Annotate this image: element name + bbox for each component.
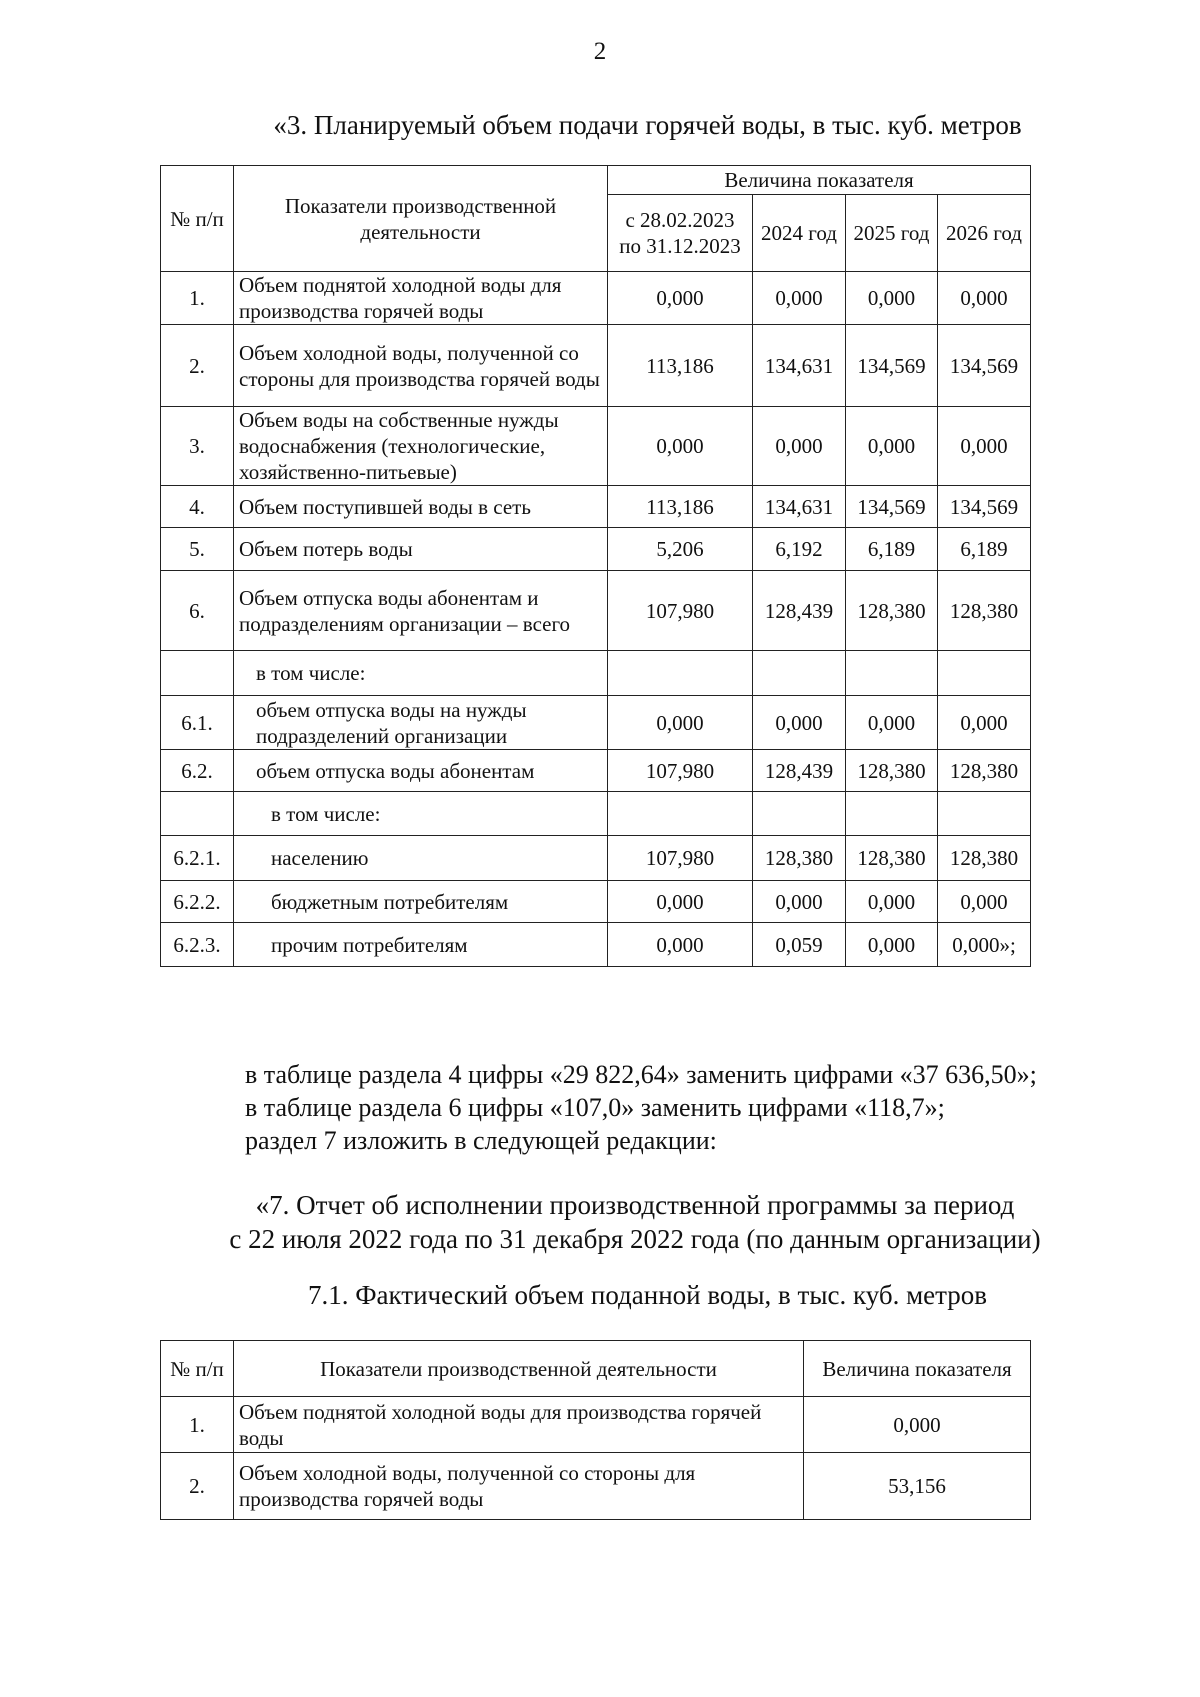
table-row	[161, 528, 1031, 571]
row-value: 5,206	[608, 528, 753, 571]
table-row	[161, 881, 1031, 923]
row-name: Объем воды на собственные нужды водоснабжения (технологические, хозяйственно-питьевые)	[234, 407, 608, 486]
row-value	[608, 792, 753, 836]
row-num: 6.2.2.	[161, 881, 234, 923]
col-header-num: № п/п	[161, 166, 234, 272]
row-name: объем отпуска воды абонентам	[234, 750, 608, 792]
row-value: 0,000	[608, 923, 753, 967]
row-value: 0,000	[846, 272, 938, 325]
row-value	[938, 792, 1031, 836]
row-value: 107,980	[608, 750, 753, 792]
table-row	[161, 696, 1031, 750]
row-value: 0,000	[804, 1397, 1031, 1453]
page-number: 2	[593, 38, 607, 65]
row-value: 128,380	[938, 750, 1031, 792]
col-header-period: с 28.02.2023 по 31.12.2023	[608, 195, 753, 272]
row-num: 6.2.	[161, 750, 234, 792]
row-value: 113,186	[608, 325, 753, 407]
col-header-period: 2025 год	[846, 195, 938, 272]
row-value: 128,380	[753, 836, 846, 881]
row-name: Объем отпуска воды абонентам и подразделениям организации – всего	[234, 571, 608, 651]
row-num: 4.	[161, 486, 234, 528]
row-value: 107,980	[608, 571, 753, 651]
col-header-period: 2026 год	[938, 195, 1031, 272]
amendment-paragraph: в таблице раздела 4 цифры «29 822,64» заменить цифрами «37 636,50»;	[245, 1060, 1037, 1089]
row-value: 128,439	[753, 750, 846, 792]
row-value: 128,380	[846, 836, 938, 881]
section-7-1-title: 7.1. Фактический объем поданной воды, в тыс. куб. метров	[307, 1280, 988, 1310]
row-value: 134,631	[753, 325, 846, 407]
row-value: 6,189	[846, 528, 938, 571]
row-value: 134,569	[938, 486, 1031, 528]
row-num: 1.	[161, 272, 234, 325]
row-value	[753, 792, 846, 836]
row-num	[161, 792, 234, 836]
row-value	[608, 651, 753, 696]
row-num: 6.1.	[161, 696, 234, 750]
row-value	[753, 651, 846, 696]
row-value: 0,000	[938, 881, 1031, 923]
row-name: Объем холодной воды, полученной со стороны для производства горячей воды	[234, 325, 608, 407]
table-row	[161, 1397, 1031, 1453]
section-3-title: «3. Планируемый объем подачи горячей воды, в тыс. куб. метров	[273, 110, 1022, 140]
row-value: 0,000	[846, 923, 938, 967]
row-value: 0,000	[753, 272, 846, 325]
row-value: 128,380	[846, 750, 938, 792]
section-7-title-line: с 22 июля 2022 года по 31 декабря 2022 года (по данным организации)	[229, 1224, 1041, 1254]
row-name: в том числе:	[234, 792, 608, 836]
row-value: 113,186	[608, 486, 753, 528]
row-num	[161, 651, 234, 696]
row-value: 0,000	[846, 881, 938, 923]
row-num: 5.	[161, 528, 234, 571]
section-7-title-line: «7. Отчет об исполнении производственной программы за период	[255, 1190, 1015, 1220]
row-name: Объем поднятой холодной воды для производства горячей воды	[234, 272, 608, 325]
row-num: 6.2.1.	[161, 836, 234, 881]
row-value: 0,000	[608, 696, 753, 750]
row-num: 6.2.3.	[161, 923, 234, 967]
row-name: Объем потерь воды	[234, 528, 608, 571]
row-value: 134,631	[753, 486, 846, 528]
row-value: 0,000	[608, 407, 753, 486]
row-value: 128,380	[846, 571, 938, 651]
row-name: Объем поднятой холодной воды для производства горячей воды	[234, 1397, 804, 1453]
row-value: 134,569	[846, 486, 938, 528]
row-value: 134,569	[846, 325, 938, 407]
row-num: 1.	[161, 1397, 234, 1453]
section-7-title	[0, 1188, 1200, 1256]
row-name: прочим потребителям	[234, 923, 608, 967]
col-header-period: 2024 год	[753, 195, 846, 272]
row-value: 0,000»;	[938, 923, 1031, 967]
row-name: Объем холодной воды, полученной со стороны для производства горячей воды	[234, 1453, 804, 1520]
table-row	[161, 923, 1031, 967]
amendment-paragraph: раздел 7 изложить в следующей редакции:	[245, 1126, 717, 1155]
row-name: бюджетным потребителям	[234, 881, 608, 923]
row-num: 3.	[161, 407, 234, 486]
amendment-paragraph: в таблице раздела 6 цифры «107,0» заменить цифрами «118,7»;	[245, 1093, 945, 1122]
row-value: 53,156	[804, 1453, 1031, 1520]
table-row	[161, 836, 1031, 881]
row-value	[846, 651, 938, 696]
row-value: 134,569	[938, 325, 1031, 407]
row-value: 128,380	[938, 571, 1031, 651]
table-row	[161, 486, 1031, 528]
row-value: 0,000	[938, 696, 1031, 750]
row-value: 0,000	[753, 407, 846, 486]
row-num: 2.	[161, 1453, 234, 1520]
row-value: 0,059	[753, 923, 846, 967]
col-header-value-group: Величина показателя	[608, 166, 1031, 195]
row-value: 0,000	[753, 881, 846, 923]
table-row	[161, 750, 1031, 792]
col-header-value: Величина показателя	[804, 1341, 1031, 1397]
planned-hot-water-table	[160, 165, 1031, 967]
row-value: 0,000	[846, 407, 938, 486]
row-value: 128,380	[938, 836, 1031, 881]
row-value: 0,000	[753, 696, 846, 750]
col-header-indicators: Показатели производственной деятельности	[234, 1341, 804, 1397]
row-value	[938, 651, 1031, 696]
row-name: в том числе:	[234, 651, 608, 696]
row-num: 6.	[161, 571, 234, 651]
row-name: Объем поступившей воды в сеть	[234, 486, 608, 528]
table-row	[161, 272, 1031, 325]
table-row	[161, 571, 1031, 651]
table-row	[161, 651, 1031, 696]
row-value: 0,000	[608, 881, 753, 923]
row-value: 6,192	[753, 528, 846, 571]
row-value: 6,189	[938, 528, 1031, 571]
row-value: 107,980	[608, 836, 753, 881]
row-value: 0,000	[846, 696, 938, 750]
row-value: 0,000	[938, 272, 1031, 325]
row-value: 0,000	[938, 407, 1031, 486]
table-row	[161, 325, 1031, 407]
actual-water-table	[160, 1340, 1031, 1520]
table-row	[161, 792, 1031, 836]
row-value: 128,439	[753, 571, 846, 651]
row-name: объем отпуска воды на нужды подразделений организации	[234, 696, 608, 750]
col-header-num: № п/п	[161, 1341, 234, 1397]
table-row	[161, 1453, 1031, 1520]
col-header-indicators: Показатели производственной деятельности	[234, 166, 608, 272]
row-num: 2.	[161, 325, 234, 407]
table-row	[161, 407, 1031, 486]
row-value: 0,000	[608, 272, 753, 325]
row-value	[846, 792, 938, 836]
row-name: населению	[234, 836, 608, 881]
